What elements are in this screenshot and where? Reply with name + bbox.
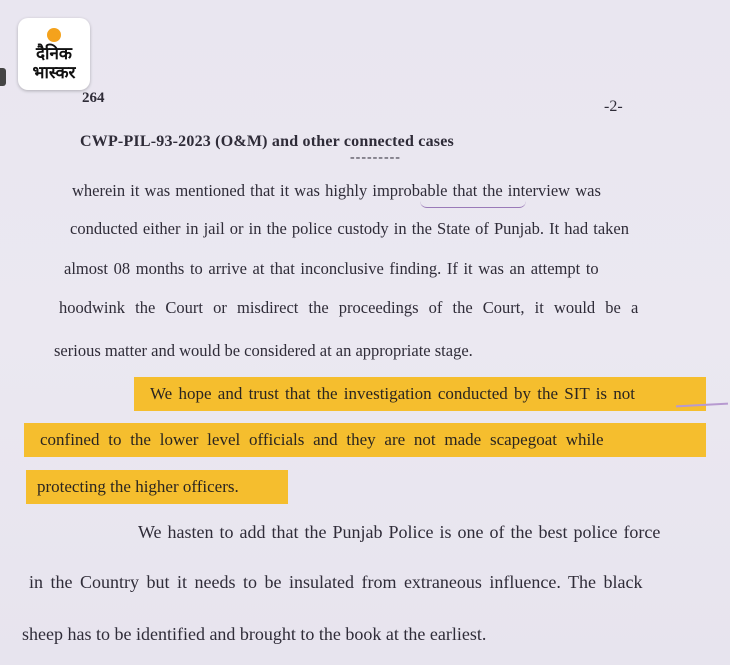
paragraph1-line-3: almost 08 months to arrive at that inconclusive finding. If it was an attempt to [64, 259, 599, 278]
paragraph2-line-3: sheep has to be identified and brought to the book at the earliest. [22, 624, 487, 644]
paragraph2-line-1: We hasten to add that the Punjab Police is one of the best police force [138, 522, 661, 542]
page-number: -2- [604, 98, 623, 115]
highlighted-line-1: We hope and trust that the investigation conducted by the SIT is not [150, 384, 636, 403]
highlighted-line-2: confined to the lower level officials and they are not made scapegoat while [40, 430, 604, 449]
pen-underline [420, 201, 526, 208]
highlighted-line-3: protecting the higher officers. [37, 477, 239, 496]
logo-line-2: भास्कर [32, 63, 76, 83]
paragraph1-line-2: conducted either in jail or in the police custody in the State of Punjab. It had taken [70, 219, 629, 238]
title-separator: --------- [350, 150, 401, 165]
binder-mark [0, 68, 6, 86]
paragraph1-line-1: wherein it was mentioned that it was highly improbable that the interview was [72, 181, 601, 200]
logo-line-1: दैनिक [36, 44, 72, 64]
paragraph1-line-4: hoodwink the Court or misdirect the proceedings of the Court, it would be a [59, 298, 639, 317]
page-reference: 264 [82, 90, 105, 106]
paragraph1-line-5: serious matter and would be considered at an appropriate stage. [54, 341, 473, 360]
paragraph2-line-2: in the Country but it needs to be insulated from extraneous influence. The black [29, 572, 643, 592]
case-title: CWP-PIL-93-2023 (O&M) and other connected cases [80, 133, 454, 150]
sun-dot-icon [47, 28, 61, 42]
dainik-bhaskar-logo [18, 18, 90, 90]
